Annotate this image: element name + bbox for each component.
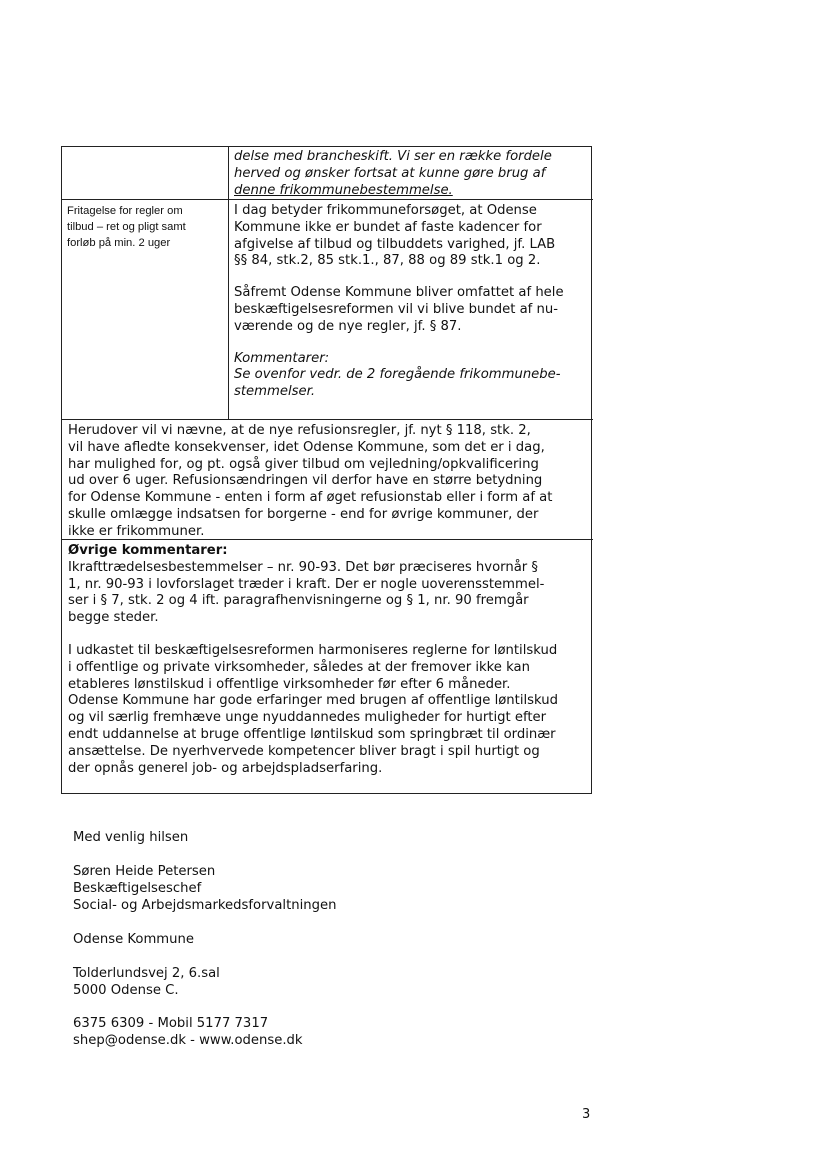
page-number: 3 [582,1107,591,1122]
row2-p1-line: Kommune ikke er bundet af faste kadencer for [234,219,542,235]
contact-web-line: shep@odense.dk - www.odense.dk [73,1033,303,1048]
row2-left-line: tilbud – ret og pligt samt [67,221,186,233]
row1-line: delse med brancheskift. Vi ser en række fordele [234,149,552,164]
column-divider [228,147,229,419]
row-divider [62,419,593,420]
other-comments-heading: Øvrige kommentarer: [68,543,228,558]
phone-line: 6375 6309 - Mobil 5177 7317 [73,1016,269,1031]
row2-p2-line: værende og de nye regler, jf. § 87. [234,318,462,334]
row4-p2-line: I udkastet til beskæftigelsesreformen harmoniseres reglerne for løntilskud [68,642,558,658]
row3-line: vil have afledte konsekvenser, idet Odense Kommune, som det er i dag, [68,439,545,455]
signer-department: Social- og Arbejdsmarkedsforvaltningen [73,898,337,913]
row2-p2-line: beskæftigelsesreformen vil vi blive bundet af nu- [234,301,558,317]
signer-name: Søren Heide Petersen [73,864,216,879]
row2-p1-line: I dag betyder frikommuneforsøget, at Odense [234,203,537,218]
row3-line: ud over 6 uger. Refusionsændringen vil derfor have en større betydning [68,473,543,489]
comments-table [61,146,592,794]
row4-p2-line: ansættelse. De nyerhvervede kompetencer bliver bragt i spil hurtigt og [68,743,540,759]
address-line: 5000 Odense C. [73,983,179,998]
row2-left-line: forløb på min. 2 uger [67,237,171,249]
row1-line: herved og ønsker fortsat at kunne gøre brug af [234,165,546,181]
row2-left-line: Fritagelse for regler om [67,205,183,217]
row4-p1-line: 1, nr. 90-93 i lovforslaget træder i kraft. Der er nogle uoverensstemmel- [68,576,545,592]
row4-p2-line: og vil særlig fremhæve unge nyuddannedes muligheder for hurtigt efter [68,710,547,726]
greeting: Med venlig hilsen [73,830,189,845]
row3-cell [68,423,590,541]
row2-p3-line: stemmelser. [234,384,316,400]
comments-label: Kommentarer: [234,350,330,366]
row2-p1-line: §§ 84, stk.2, 85 stk.1., 87, 88 og 89 stk.1 og 2. [234,253,541,269]
row4-p2-line: etableres lønstilskud i offentlige virksomheder før efter 6 måneder. [68,676,511,692]
row2-p1-line: afgivelse af tilbud og tilbuddets varighed, jf. LAB [234,236,556,252]
row3-line: ikke er frikommuner. [68,523,205,539]
row4-cell [68,543,590,777]
row4-p2-line: der opnås generel job- og arbejdspladserfaring. [68,760,383,776]
row3-line: for Odense Kommune - enten i form af øget refusionstab eller i form af at [68,490,553,506]
row3-line: har mulighed for, og pt. også giver tilbud om vejledning/opkvalificering [68,456,539,472]
organization: Odense Kommune [73,932,194,947]
row4-p1-line: Ikrafttrædelsesbestemmelser – nr. 90-93. Det bør præciseres hvornår § [68,559,539,575]
signer-title: Beskæftigelseschef [73,881,202,896]
row4-p2-line: i offentlige og private virksomheder, således at der fremover ikke kan [68,659,530,675]
row3-line: Herudover vil vi nævne, at de nye refusionsregler, jf. nyt § 118, stk. 2, [68,423,531,438]
row1-line: denne frikommunebestemmelse. [234,182,453,198]
address-line: Tolderlundsvej 2, 6.sal [73,966,220,981]
row2-p3-line: Se ovenfor vedr. de 2 foregående frikommunebe- [234,367,561,383]
row4-p2-line: Odense Kommune har gode erfaringer med brugen af offentlige løntilskud [68,693,558,709]
row2-p2-line: Såfremt Odense Kommune bliver omfattet af hele [234,285,564,301]
row4-p1-line: ser i § 7, stk. 2 og 4 ift. paragrafhenvisningerne og § 1, nr. 90 fremgår [68,593,529,609]
row1-right-cell [234,149,589,199]
row2-right-cell [234,203,589,401]
row4-p1-line: begge steder. [68,610,159,626]
row3-line: skulle omlægge indsatsen for borgerne - end for øvrige kommuner, der [68,506,539,522]
row4-p2-line: endt uddannelse at bruge offentlige løntilskud som springbræt til ordinær [68,726,556,742]
row2-left-cell [67,203,225,251]
